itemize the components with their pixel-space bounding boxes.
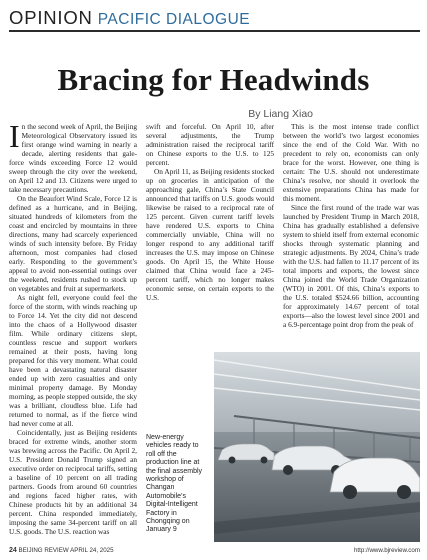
page-number: 24 [9, 546, 17, 554]
paragraph: Since the first round of the trade war was launched by President Trump in March 2018, China has gradually established a defensive system to shield itself from external economic shocks through systematic planning and strategic adjustments. By 2024, China’s trade with the U.S. had fallen to 11.17 percent of its total imports and exports, the lowest since China joined the World Trade Organization (WTO) in 2001. Of this, China’s exports to the U.S. totaled $524.66 billion, accounting for approximately 14.67 percent of total exports—also the lowest level since 2001 and a 6.9-percentage point drop from the peak of [283, 203, 419, 329]
photo-caption: New-energy vehicles ready to roll off the production line at the final assembly workshop of Changan Automobile’s Digital-Intelligent Factory in Chongqing on January 9 [146, 434, 203, 534]
section-label: OPINION [9, 6, 93, 28]
article-title: Bracing for Headwinds [57, 62, 370, 97]
paragraph: In the second week of April, the Beijing Meteorological Observatory issued its first orange wind warning in nearly a decade, alerting residents that gale-force winds exceeding Force 12 would sweep through the city over the weekend, on April 12 and 13. Citizens were urged to take necessary precautions. [9, 122, 137, 194]
footer-left [9, 547, 114, 554]
paragraph: swift and forceful. On April 10, after several adjustments, the Trump administration raised the reciprocal tariff on Chinese exports to the U.S. to 125 percent. [146, 122, 274, 167]
section-header [9, 6, 420, 32]
factory-photo [214, 352, 420, 542]
subsection-label: PACIFIC DIALOGUE [97, 10, 251, 28]
assembly-line-illustration [214, 352, 420, 542]
paragraph: On the Beaufort Wind Scale, Force 12 is defined as a hurricane, and in Beijing, situated hundreds of kilometers from the coast and encircled by mountains in three directions, many had scarcely experienced winds of such intensity before. By Friday afternoon, most companies had closed early. Responding to the government’s appeal to avoid non-essential outings over the weekend, residents rushed to stock up on vegetables and fruit at supermarkets. [9, 194, 137, 293]
drop-cap: I [9, 122, 20, 154]
paragraph: This is the most intense trade conflict between the world’s two largest economies since the end of the Cold War. With no precedent to rely on, economists can only brace for the worst. However, one thing is certain: The U.S. should not underestimate China’s resolve, nor should it overlook the extensive preparations China has made for this moment. [283, 122, 419, 203]
article-column-1 [9, 122, 137, 542]
website-url[interactable]: http://www.bjreview.com [353, 546, 420, 554]
byline: By Liang Xiao [248, 108, 313, 120]
paragraph: Coincidentally, just as Beijing residents braced for extreme winds, another storm was brewing across the Pacific. On April 2, U.S. President Donald Trump signed an executive order on reciprocal tariffs, setting a baseline of 10 percent on all trading partners. Goods from around 60 countries and regions faced higher rates, with Chinese products hit by an additional 34 percent. China responded immediately, imposing the same 34-percent tariff on all U.S. goods. The U.S. reaction was [9, 428, 137, 536]
page-footer [9, 544, 420, 556]
paragraph: As night fell, everyone could feel the force of the storm, with winds reaching up to Force 14. Yet the city did not descend into the chaos of a Hollywood disaster film. While ordinary citizens slept, countless rescue and support workers remained at their posts, having long prepared for this very moment. What could have been a devastating natural disaster ended up with zero casualties and only minimal property damage. By Monday morning, as people stepped outside, the sky was a brilliant, cloudless blue. Life had returned to normal, as if the fierce wind had never come at all. [9, 293, 137, 428]
publication-name: BEIJING REVIEW APRIL 24, 2025 [18, 546, 114, 554]
article-column-3 [283, 122, 419, 356]
article-column-2 [146, 122, 274, 350]
paragraph: On April 11, as Beijing residents stocked up on groceries in anticipation of the approaching gale, China’s State Council announced that tariffs on U.S. goods would likewise be raised to a reciprocal rate of 125 percent. Given current tariff levels have rendered U.S. exports to China commercially unviable, China will no longer respond to any additional tariff increases the U.S. may impose on Chinese goods. On April 15, the White House claimed that China would face a 245-percent tariff, which no longer makes economic sense, on certain exports to the U.S. [146, 167, 274, 302]
